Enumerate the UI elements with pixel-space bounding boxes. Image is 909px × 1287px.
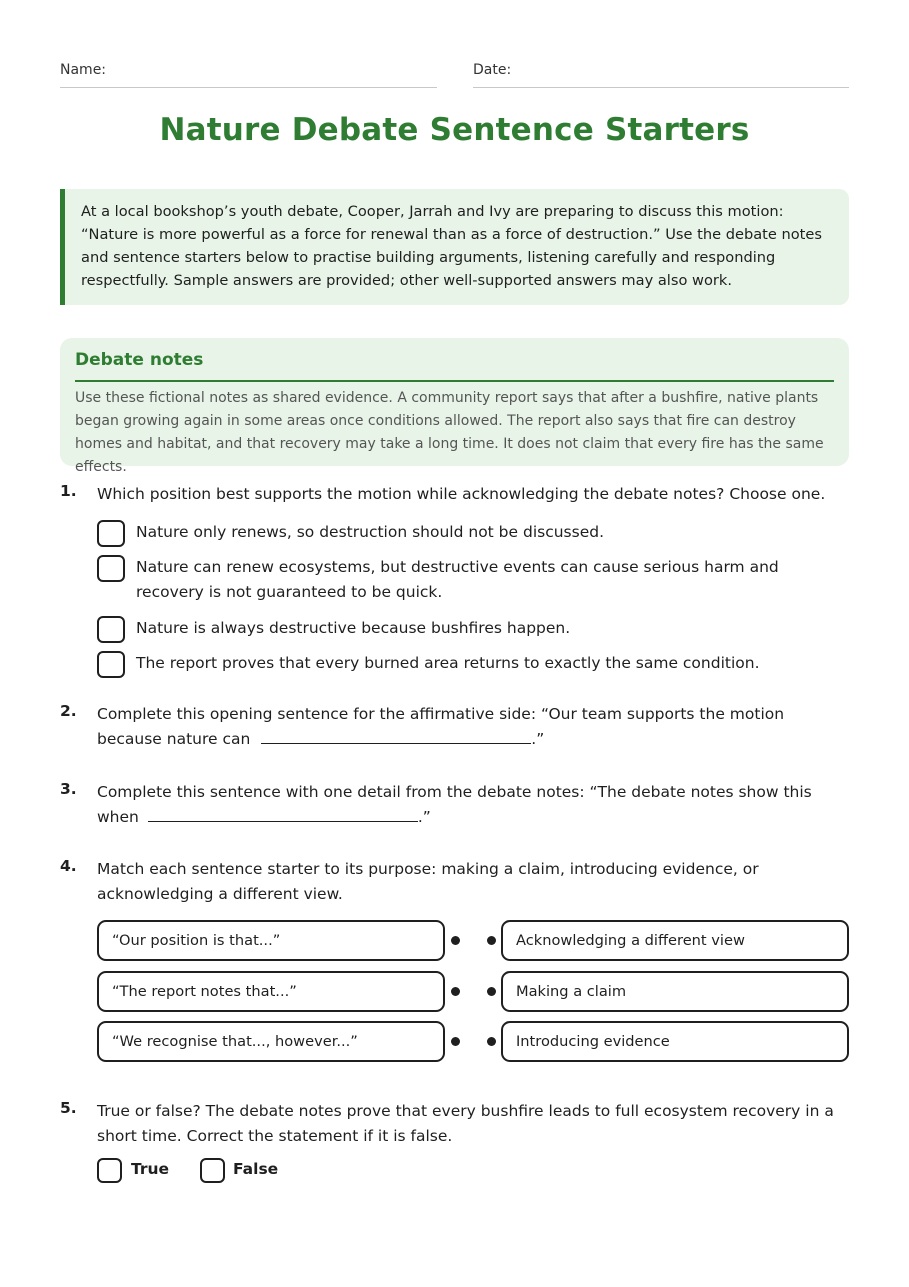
debate-notes-panel — [60, 338, 849, 475]
question-text — [97, 780, 849, 830]
intro-callout — [60, 189, 849, 305]
debate-notes-body: Use these fictional notes as shared evidence. A community report says that after a bushfire, native plants began growing again in some areas once conditions allowed. The report also says that fire can destroy homes and habitat, and that recovery may take a long time. It does not claim that every fire has the same effects. — [75, 390, 824, 475]
true-label: True — [131, 1160, 170, 1178]
match-purpose-2[interactable]: Making a claim — [501, 971, 849, 1012]
false-checkbox[interactable] — [200, 1158, 225, 1183]
question-number: 3. — [60, 780, 77, 798]
checkbox[interactable] — [97, 520, 125, 547]
date-label: Date: — [473, 62, 512, 78]
match-starter-2[interactable]: “The report notes that...” — [97, 971, 445, 1012]
question-text-start: Complete this opening sentence for the affirmative side: “Our team supports the motion because nature can — [97, 705, 785, 748]
name-label: Name: — [60, 62, 107, 78]
match-dot-right[interactable] — [487, 1037, 496, 1046]
question-text-start: Complete this sentence with one detail from the debate notes: “The debate notes show this when — [97, 783, 812, 826]
option-text: Nature is always destructive because bushfires happen. — [136, 619, 571, 637]
false-label: False — [233, 1160, 279, 1178]
true-checkbox[interactable] — [97, 1158, 122, 1183]
question-4 — [60, 857, 849, 909]
checkbox[interactable] — [97, 616, 125, 643]
question-text: Match each sentence starter to its purpose: making a claim, introducing evidence, or acknowledging a different view. — [97, 860, 759, 903]
question-text-end: .” — [417, 808, 431, 826]
answer-blank[interactable] — [261, 729, 531, 744]
checkbox[interactable] — [97, 555, 125, 582]
answer-blank[interactable] — [148, 807, 418, 822]
question-1 — [60, 482, 849, 682]
match-dot-left[interactable] — [451, 1037, 460, 1046]
question-3 — [60, 780, 849, 832]
question-number: 5. — [60, 1099, 77, 1117]
debate-notes-title: Debate notes — [75, 348, 834, 382]
name-field[interactable] — [60, 62, 437, 88]
question-number: 1. — [60, 482, 77, 500]
question-number: 4. — [60, 857, 77, 875]
question-5 — [60, 1099, 849, 1189]
question-text — [97, 702, 849, 752]
option-text: Nature only renews, so destruction should not be discussed. — [136, 523, 604, 541]
match-purpose-1[interactable]: Acknowledging a different view — [501, 920, 849, 961]
question-text-end: .” — [531, 730, 545, 748]
checkbox[interactable] — [97, 651, 125, 678]
match-dot-right[interactable] — [487, 936, 496, 945]
option-text: Nature can renew ecosystems, but destructive events can cause serious harm and recovery is not guaranteed to be quick. — [136, 558, 779, 601]
page-title: Nature Debate Sentence Starters — [159, 112, 750, 148]
match-dot-left[interactable] — [451, 987, 460, 996]
question-2 — [60, 702, 849, 754]
option-text: The report proves that every burned area returns to exactly the same condition. — [136, 654, 760, 672]
intro-text: At a local bookshop’s youth debate, Cooper, Jarrah and Ivy are preparing to discuss this motion: “Nature is more powerful as a force for renewal than as a force of destruction.” Use the debate notes and sentence starters below to practise building arguments, listening carefully and responding respectfully. Sample answers are provided; other well-supported answers may also work. — [81, 203, 822, 289]
question-text: True or false? The debate notes prove that every bushfire leads to full ecosystem recovery in a short time. Correct the statement if it is false. — [97, 1102, 834, 1145]
match-dot-left[interactable] — [451, 936, 460, 945]
question-text: Which position best supports the motion while acknowledging the debate notes? Choose one. — [97, 485, 826, 503]
student-info-row — [60, 62, 849, 88]
date-field[interactable] — [473, 62, 849, 88]
match-purpose-3[interactable]: Introducing evidence — [501, 1021, 849, 1062]
match-dot-right[interactable] — [487, 987, 496, 996]
match-starter-1[interactable]: “Our position is that...” — [97, 920, 445, 961]
match-starter-3[interactable]: “We recognise that..., however...” — [97, 1021, 445, 1062]
question-number: 2. — [60, 702, 77, 720]
